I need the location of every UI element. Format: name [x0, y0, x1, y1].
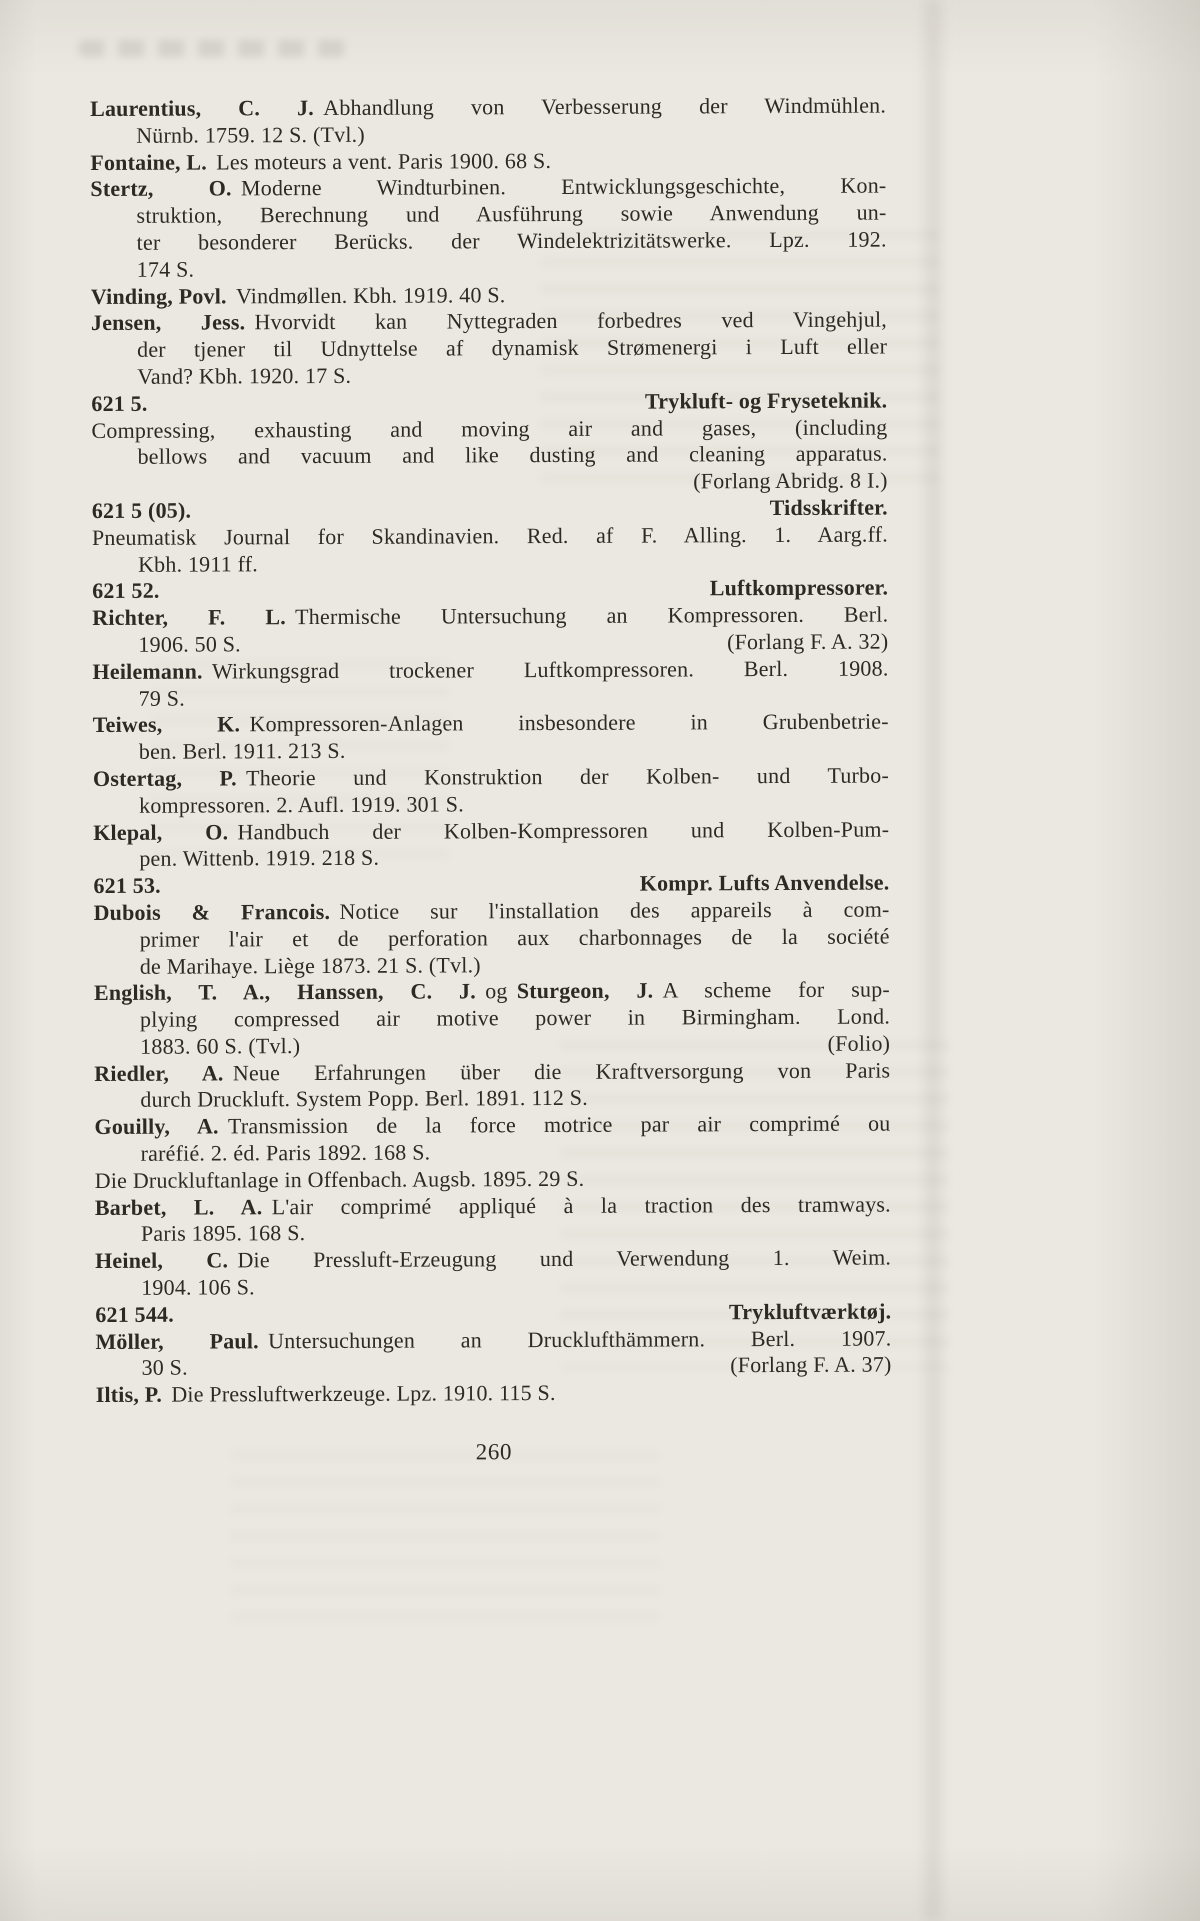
author-name: Heinel, C. [95, 1247, 229, 1274]
entry-text: 1883. 60 S. (Tvl.) [140, 1032, 301, 1059]
entry-text: A scheme for sup- [662, 976, 890, 1003]
entry-line-text [138, 551, 258, 577]
entry-text: ben. Berl. 1911. 213 S. [138, 738, 346, 764]
entry-line [92, 655, 888, 685]
entry-text: pen. Wittenb. 1919. 218 S. [139, 845, 380, 872]
author-name: Möller, Paul. [95, 1327, 259, 1354]
entry-continuation-line [94, 950, 890, 980]
entry-text: der tjener til Udnyttelse af dynamisk Strømenergi i Luft eller [137, 333, 888, 362]
entry-line-text [95, 1191, 891, 1219]
entry-line-text [141, 1140, 431, 1166]
entry-line-text [94, 1057, 890, 1085]
section-title: Trykluft- og Fryseteknik. [644, 387, 888, 414]
entry-text: Les moteurs a vent. Paris 1900. 68 S. [216, 147, 552, 175]
entry-continuation-line [95, 1138, 891, 1168]
entry-text: Hvorvidt kan Nyttegraden forbedres ved Vingehjul, [254, 306, 888, 335]
entry-text: Compressing, exhausting and moving air and gases, (including [91, 414, 888, 443]
section-title: Kompr. Lufts Anvendelse. [639, 869, 890, 896]
entry-continuation-line [93, 843, 889, 873]
entry-line-text [140, 952, 481, 978]
entry-continuation-line [93, 789, 889, 819]
entry-text: Moderne Windturbinen. Entwicklungsgeschichte, Kon- [240, 172, 887, 201]
author-name: Dubois & Francois. [93, 898, 331, 925]
entry-text: Handbuch der Kolben-Kompressoren und Kolben-Pum- [237, 816, 890, 844]
section-heading [95, 1298, 891, 1328]
entry-line-text [93, 762, 889, 790]
section-heading [91, 387, 887, 417]
entry-line-text [140, 923, 890, 951]
section-heading [93, 870, 889, 900]
entry-text: Die Pressluft-Erzeugung und Verwendung 1. Weim. [237, 1244, 892, 1273]
entry-line-text [95, 1166, 585, 1193]
entry-line-text [93, 709, 889, 737]
classification-code: 621 5. [91, 390, 148, 416]
classification-code: 621 544. [95, 1301, 174, 1327]
entry-text: Vand? Kbh. 1920. 17 S. [137, 362, 352, 389]
entry-line-text [136, 200, 886, 228]
entry-text: plying compressed air motive power in Birmingham. Lond. [139, 1003, 891, 1032]
page-content [90, 93, 892, 1468]
entry-continuation-line [94, 1030, 890, 1060]
entry-text: (Forlang Abridg. 8 I.) [693, 467, 888, 494]
entry-line [90, 173, 886, 203]
entry-text: Vindmøllen. Kbh. 1919. 40 S. [235, 281, 506, 308]
section-title: Tidsskrifter. [769, 494, 888, 520]
entry-text: 79 S. [138, 685, 185, 711]
entry-line [90, 93, 886, 123]
entry-text: Die Druckluftanlage in Offenbach. Augsb. 1895. 29 S. [94, 1165, 585, 1193]
entry-continuation-line [95, 1218, 891, 1248]
entry-line-text [95, 1245, 891, 1273]
entry-text: 30 S. [141, 1355, 188, 1381]
entry-line-text [92, 602, 888, 630]
entry-line-text [92, 655, 888, 683]
entry-text: Notice sur l'installation des appareils à com- [339, 896, 890, 924]
entry-line-text [95, 1325, 891, 1353]
entry-text: Neue Erfahrungen über die Kraftversorgung von Paris [232, 1057, 891, 1086]
entry-line [90, 146, 886, 176]
author-name: Stertz, O. [90, 175, 232, 202]
entry-line [94, 896, 890, 926]
entry-text: Die Pressluftwerkzeuge. Lpz. 1910. 115 S. [171, 1380, 556, 1407]
entry-continuation-line [93, 736, 889, 766]
entry-line [93, 762, 889, 792]
entry-continuation-line [92, 548, 888, 578]
entry-line-text [137, 363, 351, 389]
entry-text: 174 S. [136, 256, 195, 282]
section-heading [92, 575, 888, 605]
entry-line-text [96, 1380, 556, 1407]
entry-text: primer l'air et de perforation aux charbonnages de la société [139, 923, 890, 952]
entry-line-text [93, 816, 889, 844]
author-name: Klepal, O. [93, 818, 229, 845]
entry-line-text [90, 93, 886, 121]
author-name: English, T. A., Hanssen, C. J. [93, 978, 476, 1006]
entry-right-note: (Folio) [827, 1030, 891, 1056]
entry-line-text [139, 845, 379, 871]
entry-line-text [138, 441, 888, 469]
entry-line-text [91, 307, 887, 335]
author-name: Riedler, A. [94, 1060, 224, 1086]
entry-continuation-line [93, 682, 889, 712]
entry-line [91, 307, 887, 337]
entry-text: Abhandlung von Verbesserung der Windmühlen. [323, 92, 887, 120]
entry-text: L'air comprimé appliqué à la traction des tramways. [271, 1191, 891, 1219]
entry-line-text [91, 414, 887, 442]
entry-line-text [90, 173, 886, 201]
entry-continuation-line [90, 119, 886, 149]
entry-text: Pneumatisk Journal for Skandinavien. Red. af F. Alling. 1. Aarg.ff. [91, 521, 888, 550]
entry-line [92, 602, 888, 632]
entry-line-text [139, 685, 185, 710]
entry-line-text [94, 896, 890, 924]
entry-line-text [137, 256, 195, 281]
classification-code: 621 52. [92, 578, 160, 604]
author-name: Vinding, Povl. [90, 282, 227, 309]
entry-continuation-line [94, 923, 890, 953]
entry-line [91, 280, 887, 310]
author-name: Iltis, P. [95, 1381, 163, 1408]
entry-line-text [140, 1033, 300, 1060]
author-name: Gouilly, A. [94, 1113, 219, 1140]
entry-line-text [141, 1355, 187, 1382]
entry-text: bellows and vacuum and like dusting and cleaning apparatus. [137, 440, 888, 470]
entry-line [95, 1164, 891, 1194]
section-title: Luftkompressorer. [709, 574, 889, 601]
entry-line-text [137, 334, 887, 362]
entry-text: raréfié. 2. éd. Paris 1892. 168 S. [140, 1139, 431, 1166]
entry-text: Wirkungsgrad trockener Luftkompressoren. Berl. 1908. [211, 655, 889, 684]
entry-line-text [136, 122, 365, 148]
entry-line [94, 977, 890, 1007]
entry-text: Nürnb. 1759. 12 S. (Tvl.) [136, 121, 365, 148]
entry-text: Paris 1895. 168 S. [140, 1220, 306, 1247]
entry-text: Theorie und Konstruktion der Kolben- und Turbo- [245, 762, 890, 791]
entry-line [95, 1325, 891, 1355]
entry-line-text [137, 227, 887, 255]
entry-continuation-line [91, 227, 887, 257]
author-name: Barbet, L. A. [94, 1193, 263, 1220]
entry-line [96, 1379, 892, 1409]
entry-continuation-line [91, 253, 887, 283]
entry-text: de Marihaye. Liège 1873. 21 S. (Tvl.) [139, 951, 481, 979]
entry-continuation-line [91, 360, 887, 390]
author-name: Sturgeon, J. [516, 977, 654, 1004]
entry-line [92, 468, 888, 498]
entry-continuation-line [95, 1352, 891, 1382]
entry-line-text [140, 1085, 588, 1112]
entry-continuation-line [92, 628, 888, 658]
entry-text: struktion, Berechnung und Ausführung sowie Anwendung un- [136, 199, 887, 228]
scan-artifact-top-ghost [78, 40, 348, 57]
entry-line-text [94, 977, 890, 1005]
entry-line-text [94, 1111, 890, 1139]
entry-text: Transmission de la force motrice par air comprimé ou [227, 1110, 891, 1139]
entry-line [94, 1111, 890, 1141]
entry-continuation-line [91, 334, 887, 364]
entry-line-text [90, 148, 551, 175]
page-number: 260 [475, 1439, 513, 1465]
scan-artifact-bleedthrough [230, 1450, 660, 1630]
entry-continuation-line [94, 1084, 890, 1114]
entry-continuation-line [94, 1004, 890, 1034]
section-heading [92, 494, 888, 524]
entry-text: Thermische Untersuchung an Kompressoren. Berl. [295, 601, 889, 630]
author-name: Teiwes, K. [92, 711, 241, 738]
entry-line [92, 521, 888, 551]
entry-line-text [693, 468, 888, 494]
entry-text: Kompressoren-Anlagen insbesondere in Grubenbetrie- [249, 708, 889, 737]
classification-code: 621 53. [93, 872, 161, 899]
entry-line-text [91, 282, 506, 309]
entry-continuation-line [90, 200, 886, 230]
entry-text: kompressoren. 2. Aufl. 1919. 301 S. [139, 791, 464, 818]
author-name: Richter, F. L. [92, 604, 286, 631]
entry-text: durch Druckluft. System Popp. Berl. 1891. 112 S. [140, 1085, 588, 1113]
entry-line-text [138, 631, 241, 658]
entry-right-note: (Forlang F. A. 37) [730, 1351, 892, 1378]
entry-continuation-line [92, 441, 888, 471]
entry-line-text [139, 791, 464, 817]
classification-code: 621 5 (05). [91, 497, 192, 523]
entry-line-text [140, 1004, 890, 1032]
scan-artifact-edge-streak [925, 0, 941, 1921]
entry-line-text [92, 521, 888, 549]
entry-continuation-line [95, 1272, 891, 1302]
bibliography-entry-lines [90, 93, 892, 1410]
author-name: Heilemann. [92, 658, 203, 684]
entry-right-note: (Forlang F. A. 32) [726, 628, 889, 655]
entry-line [91, 414, 887, 444]
entry-line-text [141, 1221, 305, 1247]
author-name: Ostertag, P. [92, 765, 237, 791]
entry-line [95, 1191, 891, 1221]
entry-line-text [139, 738, 346, 764]
entry-text: Untersuchungen an Drucklufthämmern. Berl. 1907. [268, 1325, 892, 1353]
entry-line [94, 1057, 890, 1087]
author-name: Jensen, Jess. [90, 309, 246, 336]
author-name: Fontaine, L. [90, 149, 208, 175]
entry-text: Kbh. 1911 ff. [137, 550, 259, 577]
entry-line [93, 709, 889, 739]
entry-text: ter besonderer Berücks. der Windelektrizitätswerke. Lpz. 192. [136, 226, 887, 255]
entry-line-text [141, 1274, 255, 1299]
author-name: Laurentius, C. J. [90, 95, 315, 121]
entry-line [93, 816, 889, 846]
entry-text: og [485, 978, 508, 1004]
entry-line [95, 1245, 891, 1275]
section-title: Trykluftværktøj. [728, 1298, 892, 1325]
entry-text: 1904. 106 S. [141, 1274, 255, 1300]
entry-text: 1906. 50 S. [138, 631, 241, 657]
